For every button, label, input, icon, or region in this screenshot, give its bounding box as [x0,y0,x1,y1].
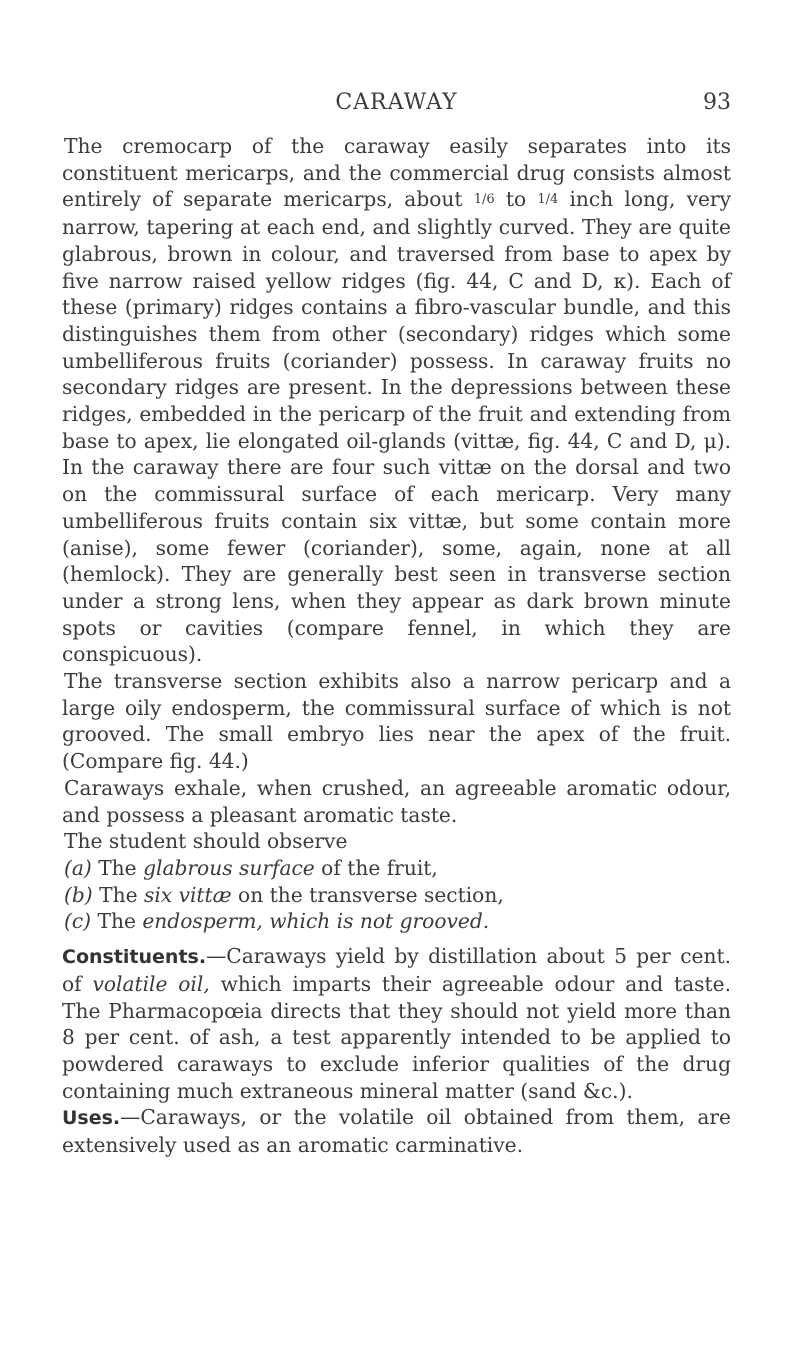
text-run: —Caraways, or the volatile oil obtained from them, are extensively used as an aromatic carminative. [62,1105,731,1158]
text-run: which imparts their agreeable odour and taste. The Pharmacopœia directs that they should not yield more than 8 per cent. of ash, a test apparently intended to be applied to powdered caraways to exclude inferior qualities of the drug containing much extraneous mineral matter (sand &c.). [62,971,731,1103]
text-run: of the fruit, [314,855,438,880]
text-run: inch long, very narrow, tapering at each end, and slightly curved. They are quite glabrous, brown in colour, and traversed from base to apex by five narrow raised yellow ridges (fig. 44, C and D, κ). Each of these (primary) ridges contains a fibro-vascular bundle, and this distinguishes them from other (secondary) ridges which some umbelliferous fruits (coriander) possess. In caraway fruits no secondary ridges are present. In the depressions between these ridges, embedded in the pericarp of the fruit and extending from base to apex, lie elongated oil-glands (vittæ, fig. 44, C and D, μ). In the caraway there are four such vittæ on the dorsal and two on the commissural surface of each mericarp. Very many umbelliferous fruits contain six vittæ, but some contain more (anise), some fewer (coriander), some, again, none at all (hemlock). They are generally best seen in transverse section under a strong lens, when they appear as dark brown minute spots or cavities (compare fennel, in which they are conspicuous). [62,187,731,667]
list-item [62,908,731,935]
emphasis: glabrous surface [143,855,315,880]
paragraph-transverse-section: The transverse section exhibits also a narrow pericarp and a large oily endosperm, the commissural surface of which is not grooved. The small embryo lies near the apex of the fruit. (Compare fig. 44.) [62,669,731,774]
page-number: 93 [703,90,731,115]
paragraph-mericarps [62,133,731,668]
text-run: The [99,882,144,907]
running-head: CARAWAY [335,90,458,115]
text-run: The [97,909,143,934]
page-header [62,90,731,120]
paragraph-observe: The student should observe [64,829,348,854]
uses-heading: Uses. [62,1107,121,1130]
list-label: (b) [64,882,93,907]
list-label: (a) [64,855,92,880]
list-label: (c) [64,909,92,934]
emphasis: six vittæ [143,882,232,907]
paragraph-odour: Caraways exhale, when crushed, an agreeable aromatic odour, and possess a pleasant aromatic taste. [62,775,731,827]
body-text [62,133,731,1159]
text-run: The cremocarp of the caraway easily separates into its constituent mericarps, and the commercial drug consists almost entirely of separate mericarps, about [62,134,731,212]
text-run: —Caraways yield by distillation about 5 per cent. of [62,944,731,996]
fraction: 1/6 [473,192,495,208]
paragraph-uses [62,1104,731,1158]
fraction: 1/4 [537,192,559,208]
text-run: The [98,855,144,880]
list-item [62,882,731,909]
text-run: to [494,187,538,212]
text-run: on the transverse section, [231,882,504,907]
emphasis: volatile oil, [92,971,210,996]
paragraph-constituents [62,943,731,1104]
constituents-heading: Constituents. [62,946,207,969]
list-item [62,855,731,882]
emphasis: endosperm, which is not grooved. [142,909,490,934]
